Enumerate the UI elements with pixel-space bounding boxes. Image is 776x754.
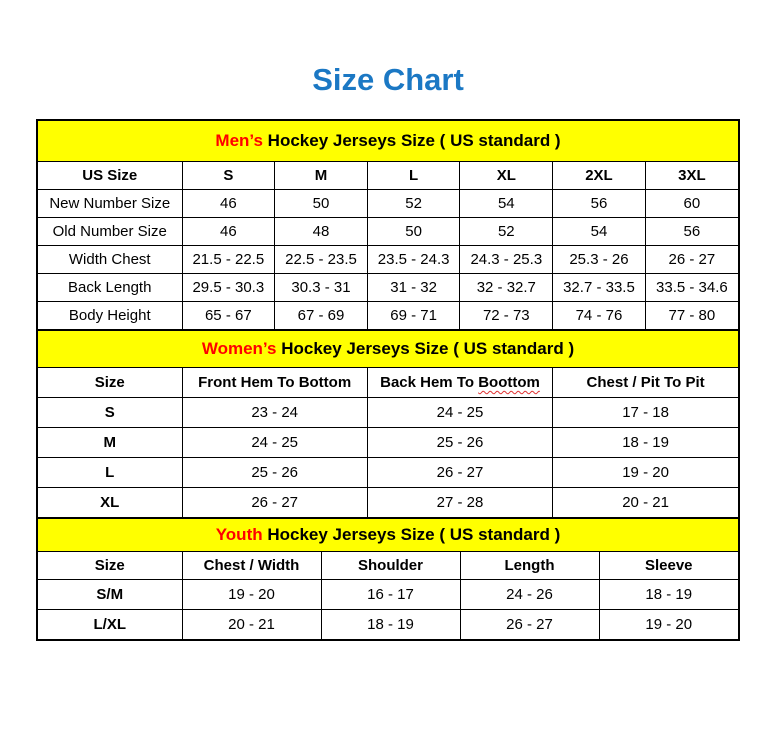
cell: 54 <box>460 190 553 218</box>
row-label: S <box>38 398 182 428</box>
youth-banner-text: Hockey Jerseys Size ( US standard ) <box>262 525 561 544</box>
table-row <box>38 428 738 458</box>
cell: 19 - 20 <box>182 580 321 610</box>
cell: 60 <box>645 190 738 218</box>
table-row <box>38 274 738 302</box>
cell: 50 <box>275 190 368 218</box>
column-header: XL <box>460 162 553 190</box>
column-header: Chest / Width <box>182 552 321 580</box>
row-label: Old Number Size <box>38 218 182 246</box>
cell: 20 - 21 <box>182 610 321 640</box>
row-label: L <box>38 458 182 488</box>
cell: 67 - 69 <box>275 302 368 330</box>
womens-table-banner <box>38 331 738 368</box>
cell: 22.5 - 23.5 <box>275 246 368 274</box>
cell: 18 - 19 <box>553 428 738 458</box>
column-header: 3XL <box>645 162 738 190</box>
table-row <box>38 580 738 610</box>
cell: 21.5 - 22.5 <box>182 246 275 274</box>
column-header: Size <box>38 552 182 580</box>
womens-banner-row <box>38 331 738 368</box>
cell: 74 - 76 <box>553 302 646 330</box>
cell: 29.5 - 30.3 <box>182 274 275 302</box>
cell: 26 - 27 <box>182 488 367 518</box>
cell: 31 - 32 <box>367 274 460 302</box>
column-header: M <box>275 162 368 190</box>
cell: 16 - 17 <box>321 580 460 610</box>
cell: 24 - 25 <box>182 428 367 458</box>
womens-banner-highlight: Women’s <box>201 339 277 358</box>
cell: 52 <box>460 218 553 246</box>
cell: 48 <box>275 218 368 246</box>
misspelled-word: Boottom <box>478 374 540 391</box>
cell: 24.3 - 25.3 <box>460 246 553 274</box>
womens-header-row <box>38 368 738 398</box>
cell: 24 - 26 <box>460 580 599 610</box>
cell: 24 - 25 <box>367 398 552 428</box>
youth-size-table <box>38 518 738 639</box>
cell: 26 - 27 <box>645 246 738 274</box>
cell: 32 - 32.7 <box>460 274 553 302</box>
cell: 32.7 - 33.5 <box>553 274 646 302</box>
table-row <box>38 610 738 640</box>
cell: 17 - 18 <box>553 398 738 428</box>
column-header: Size <box>38 368 182 398</box>
cell: 23 - 24 <box>182 398 367 428</box>
table-row <box>38 246 738 274</box>
cell: 20 - 21 <box>553 488 738 518</box>
column-header: Shoulder <box>321 552 460 580</box>
cell: 25 - 26 <box>182 458 367 488</box>
cell: 25.3 - 26 <box>553 246 646 274</box>
cell: 25 - 26 <box>367 428 552 458</box>
row-label: Body Height <box>38 302 182 330</box>
youth-banner-row <box>38 519 738 552</box>
table-row <box>38 190 738 218</box>
column-header: S <box>182 162 275 190</box>
column-header: Front Hem To Bottom <box>182 368 367 398</box>
cell: 46 <box>182 190 275 218</box>
column-header: US Size <box>38 162 182 190</box>
size-chart-title: Size Chart <box>312 62 464 97</box>
row-label: XL <box>38 488 182 518</box>
table-row <box>38 398 738 428</box>
cell: 23.5 - 24.3 <box>367 246 460 274</box>
column-header: Sleeve <box>599 552 738 580</box>
column-header: Chest / Pit To Pit <box>553 368 738 398</box>
row-label: Width Chest <box>38 246 182 274</box>
cell: 18 - 19 <box>321 610 460 640</box>
cell: 19 - 20 <box>553 458 738 488</box>
column-header: 2XL <box>553 162 646 190</box>
cell: 50 <box>367 218 460 246</box>
cell: 69 - 71 <box>367 302 460 330</box>
mens-size-table <box>38 121 738 330</box>
cell: 33.5 - 34.6 <box>645 274 738 302</box>
size-chart-tables <box>36 119 740 641</box>
mens-header-row <box>38 162 738 190</box>
cell: 26 - 27 <box>367 458 552 488</box>
row-label: L/XL <box>38 610 182 640</box>
column-header: Length <box>460 552 599 580</box>
cell: 26 - 27 <box>460 610 599 640</box>
cell: 65 - 67 <box>182 302 275 330</box>
row-label: New Number Size <box>38 190 182 218</box>
womens-size-table <box>38 330 738 518</box>
column-header: L <box>367 162 460 190</box>
cell: 27 - 28 <box>367 488 552 518</box>
cell: 19 - 20 <box>599 610 738 640</box>
cell: 18 - 19 <box>599 580 738 610</box>
youth-banner-highlight: Youth <box>215 525 263 544</box>
cell: 72 - 73 <box>460 302 553 330</box>
cell: 56 <box>553 190 646 218</box>
mens-table-banner <box>38 121 738 162</box>
table-row <box>38 488 738 518</box>
womens-banner-text: Hockey Jerseys Size ( US standard ) <box>276 339 575 358</box>
row-label: S/M <box>38 580 182 610</box>
cell: 54 <box>553 218 646 246</box>
cell: 52 <box>367 190 460 218</box>
cell: 77 - 80 <box>645 302 738 330</box>
youth-header-row <box>38 552 738 580</box>
table-row <box>38 218 738 246</box>
cell: 56 <box>645 218 738 246</box>
row-label: Back Length <box>38 274 182 302</box>
cell: 30.3 - 31 <box>275 274 368 302</box>
row-label: M <box>38 428 182 458</box>
mens-banner-text: Hockey Jerseys Size ( US standard ) <box>262 131 561 150</box>
column-header-text: Back Hem To <box>380 374 479 391</box>
table-row <box>38 302 738 330</box>
table-row <box>38 458 738 488</box>
mens-banner-highlight: Men’s <box>215 131 263 150</box>
youth-table-banner <box>38 519 738 552</box>
column-header <box>367 368 552 398</box>
mens-banner-row <box>38 121 738 162</box>
cell: 46 <box>182 218 275 246</box>
